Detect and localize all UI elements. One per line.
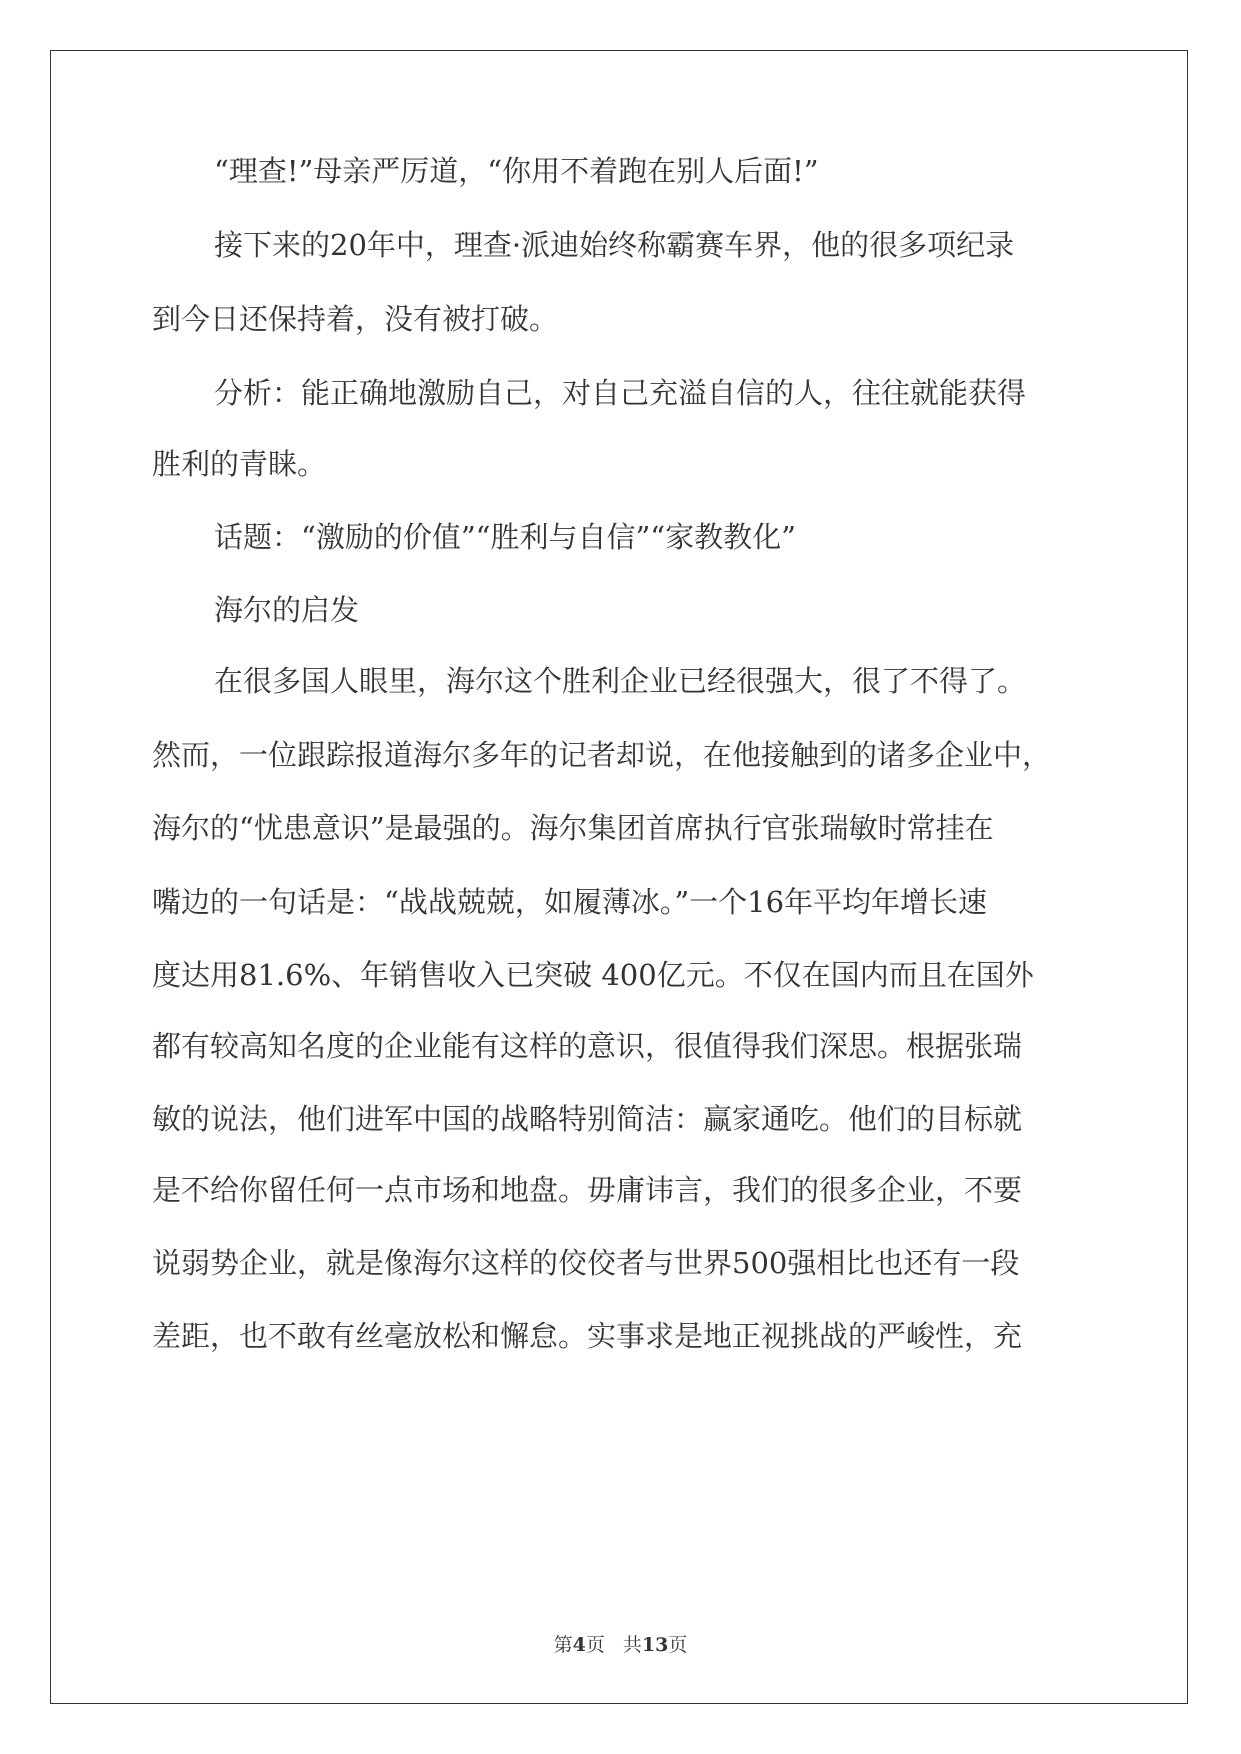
paragraph-line: 是不给你留任何一点市场和地盘。毋庸讳言，我们的很多企业，不要 <box>152 1173 1023 1207</box>
page-number: 4 <box>572 1634 586 1656</box>
page-prefix: 第 <box>553 1634 573 1656</box>
paragraph-line: 度达用81.6%、年销售收入已突破 400亿元。不仅在国内而且在国外 <box>152 958 1034 992</box>
page-footer <box>0 1630 1241 1657</box>
total-suffix: 页 <box>668 1634 688 1656</box>
page-total: 13 <box>641 1634 669 1656</box>
paragraph-line: 话题：“激励的价值”“胜利与自信”“家教教化” <box>214 520 796 554</box>
paragraph-line: 接下来的20年中，理查·派迪始终称霸赛车界，他的很多项纪录 <box>214 228 1015 262</box>
paragraph-line: “理查!”母亲严厉道，“你用不着跑在别人后面!” <box>214 154 819 188</box>
paragraph-line: 都有较高知名度的企业能有这样的意识，很值得我们深思。根据张瑞 <box>152 1029 1023 1063</box>
paragraph-line: 然而，一位跟踪报道海尔多年的记者却说，在他接触到的诸多企业中， <box>152 738 1052 772</box>
paragraph-line: 嘴边的一句话是：“战战兢兢，如履薄冰。”一个16年平均年增长速 <box>152 885 988 919</box>
paragraph-line: 分析：能正确地激励自己，对自己充溢自信的人，往往就能获得 <box>214 376 1027 410</box>
paragraph-line: 在很多国人眼里，海尔这个胜利企业已经很强大，很了不得了。 <box>214 664 1027 698</box>
paragraph-line: 到今日还保持着，没有被打破。 <box>152 302 559 336</box>
total-prefix: 共 <box>622 1634 642 1656</box>
paragraph-line: 海尔的“忧患意识”是最强的。海尔集团首席执行官张瑞敏时常挂在 <box>152 811 994 845</box>
paragraph-line: 差距，也不敢有丝毫放松和懈怠。实事求是地正视挑战的严峻性，充 <box>152 1319 1023 1353</box>
paragraph-line: 敏的说法，他们进军中国的战略特别简洁：赢家通吃。他们的目标就 <box>152 1102 1023 1136</box>
section-heading: 海尔的启发 <box>214 593 360 627</box>
page-suffix: 页 <box>585 1634 605 1656</box>
paragraph-line: 胜利的青睐。 <box>152 447 327 481</box>
paragraph-line: 说弱势企业，就是像海尔这样的佼佼者与世界500强相比也还有一段 <box>152 1246 1020 1280</box>
